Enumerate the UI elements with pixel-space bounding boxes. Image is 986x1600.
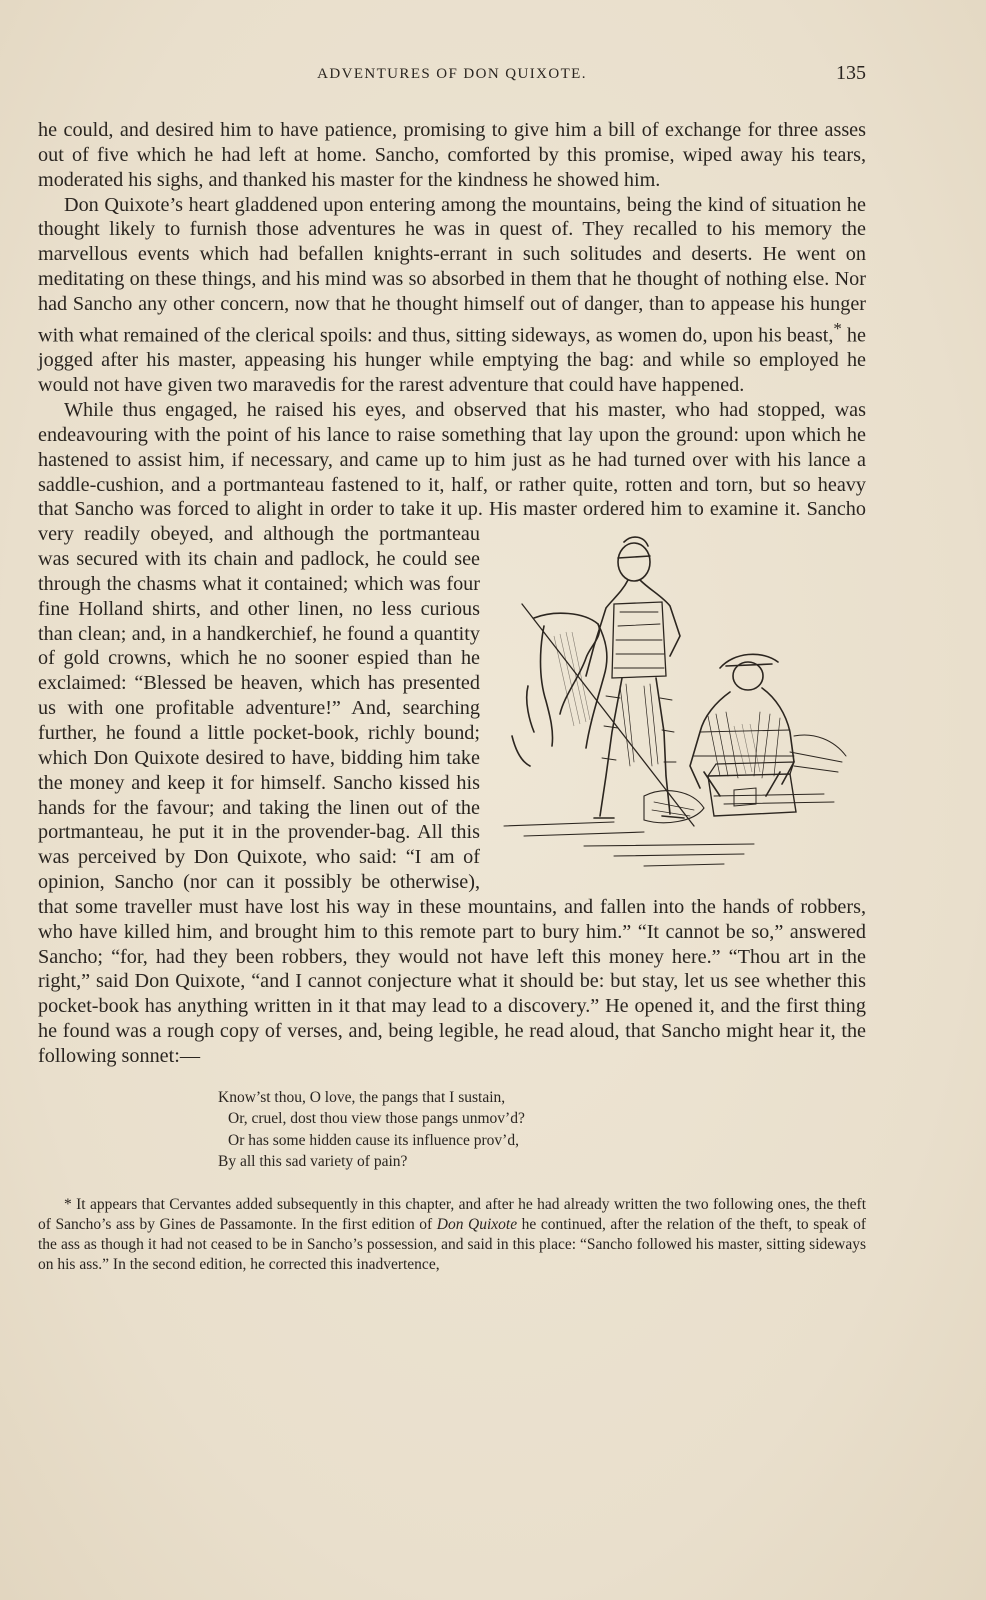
sonnet [218, 1087, 866, 1173]
body-text [38, 118, 866, 1275]
sonnet-line-2: Or, cruel, dost thou view those pangs unmov’d? [228, 1110, 525, 1128]
engraving-image [494, 526, 866, 882]
footnote-reference[interactable]: * [833, 318, 842, 338]
page-number: 135 [836, 62, 866, 84]
paragraph-3 [38, 398, 866, 1069]
footnote-text-a: It appears that Cervantes added subsequently in this chapter, and after he had already written the two following ones, the theft of Sancho’s ass by Gines de Passamonte. In the first edition of [38, 1195, 866, 1233]
paragraph-1: he could, and desired him to have patience, promising to give him a bill of exchange for three asses out of five which he had left at home. Sancho, comforted by this promise, wiped away his tears, moderated his sighs, and thanked his master for the kindness he showed him. [38, 119, 866, 191]
page-header [38, 62, 866, 92]
sonnet-line-3: Or has some hidden cause its influence prov’d, [228, 1131, 519, 1149]
illustration-knight-and-sancho [494, 526, 866, 882]
footnote-text [38, 1195, 866, 1275]
paragraph-3-start: While thus engaged, he raised his eyes, and observed that his master, who had stopped, was endeavouring with the point of his lance to raise something that lay upon the ground: upon which he hastened to assist him, if necessary, and came up to him just as he had turned over with his lance a saddle-cushion, and a portmanteau fastened to it, half, or rather quite, rotten and torn, but so heavy that Sancho was forced to alight in order to take it up. His master ordered him [38, 399, 866, 521]
sonnet-line-1: Know’st thou, O love, the pangs that I sustain, [218, 1088, 506, 1106]
paragraph-2-end: he jogged after his master, appeasing his hunger while emptying the bag: and while so employed he would not have given two maravedis for the rarest adventure that could have happened. [38, 324, 866, 397]
running-title: ADVENTURES OF DON QUIXOTE. [317, 66, 587, 82]
footnote-book-title: Don Quixote [436, 1215, 518, 1233]
sonnet-line-4: By all this sad variety of pain? [218, 1153, 408, 1171]
paragraph-3-wrapped: to examine it. Sancho very readily obeyed, and although the portmanteau was secured with its chain and padlock, he could see through the chasms what it contained; which was four fine Holland shirts, and other linen, no less curious than clean; and, in a handkerchief, he found a quantity of gold crowns, which he no sooner espied than he exclaimed: “Blessed be heaven, which has presented us with one profitable adventure!” And, searching further, he found a little pocket-book, richly bound; which Don Quixote desired to have, bidding him take the money and keep it for himself. Sancho kissed his hands for the favour; and taking the linen out of the portmanteau, he put it in the provender-bag. All this was perceived by Don Quixote, who said: “I am of opinion, Sancho (nor can it possibly be otherwise), that some traveller must have lost his way in these mountains, and fallen into the hands of robbers, who have killed him, and brought him to this remote part to bury him.” “It cannot be so,” answered Sancho; “for, had they been robbers, they would not have left this money here.” “Thou art in the right,” said Don Quixote, “and I cannot conjecture what it should be: but stay, let us see whether this pocket-book has anything written in it that may lead to a discovery.” He opened it, and the first thing he found was a rough copy of verses, and, being legible, he read aloud, that Sancho might hear it, the following sonnet:— [38, 498, 866, 1067]
footnote-text-b: he continued, after the relation of the theft, to speak of the ass as though it had not ceased to be in Sancho’s possession, and said in this place: “Sancho followed his master, sitting sideways on his ass.” In the second edition, he corrected this inadvertence, [38, 1215, 866, 1273]
paragraph-2 [38, 193, 866, 398]
footnote-mark: * [64, 1195, 72, 1213]
paragraph-2-text: Don Quixote’s heart gladdened upon entering among the mountains, being the kind of situation he thought likely to furnish those adventures he was in quest of. They recalled to his memory the marvellous events which had befallen knights-errant in such solitudes and deserts. He went on meditating on these things, and his mind was so absorbed in them that he thought of nothing else. Nor had Sancho any other concern, now that he thought himself out of danger, than to appease his hunger with what remained of the clerical spoils: and thus, sitting sideways, as women do, upon his beast, [38, 193, 866, 347]
footnote [38, 1195, 866, 1275]
